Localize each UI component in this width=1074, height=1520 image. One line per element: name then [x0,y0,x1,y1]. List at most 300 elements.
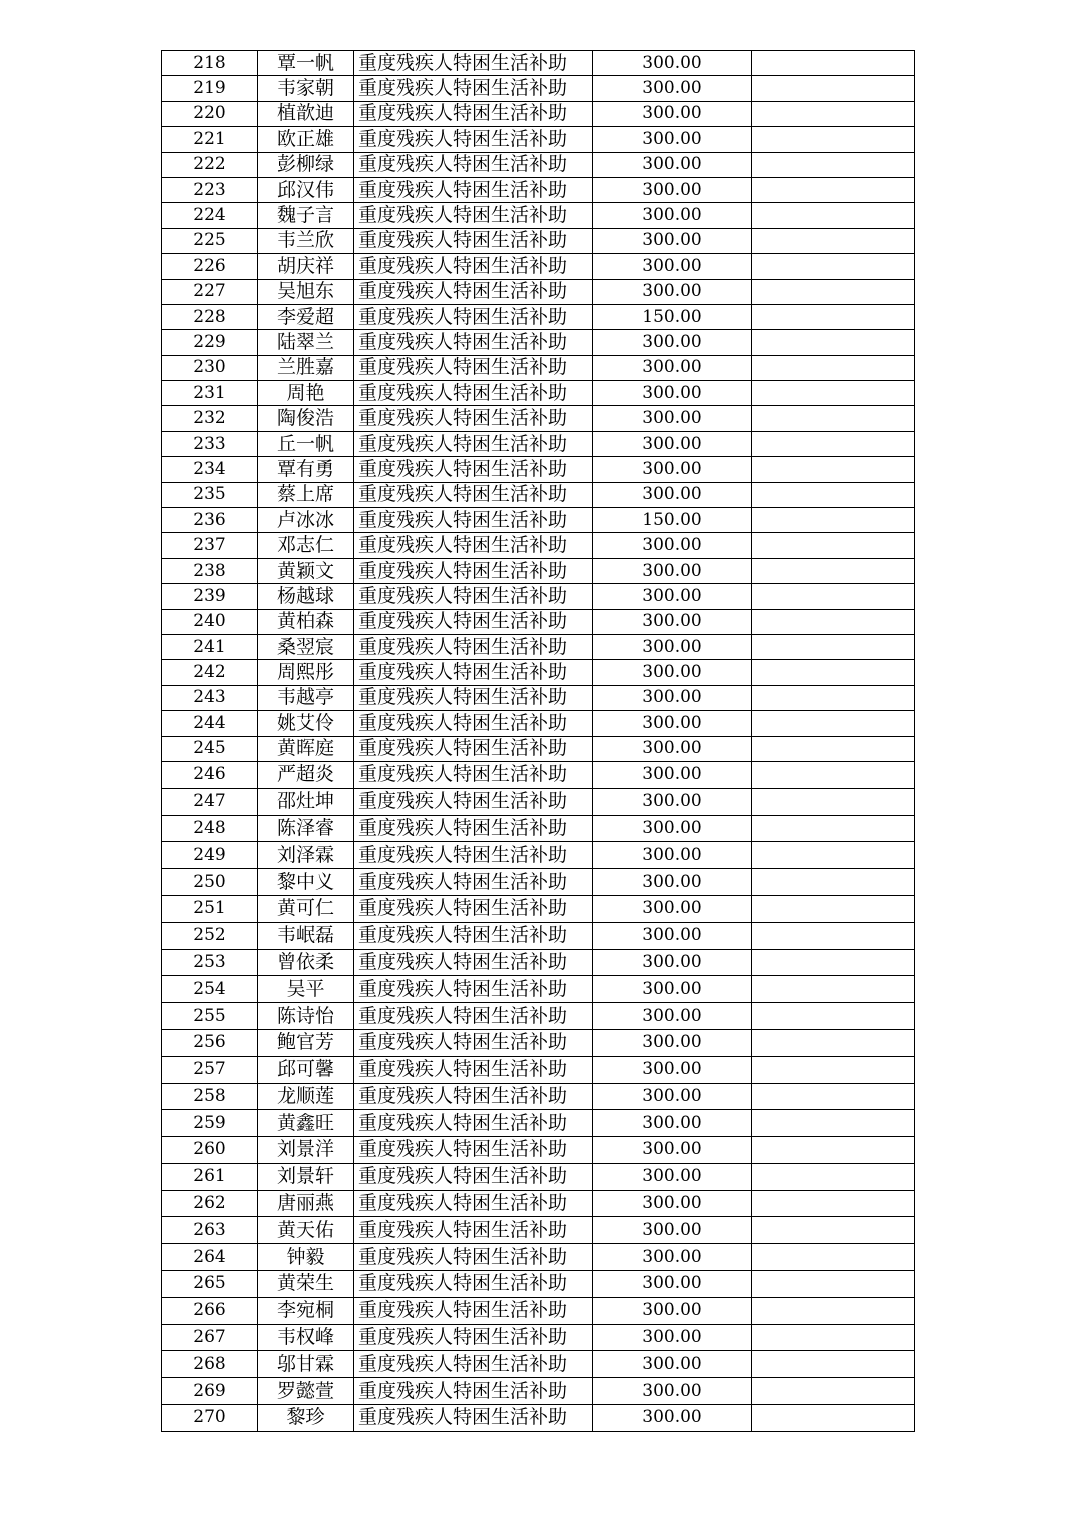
table-row [162,431,915,456]
subsidy-item-cell: 重度残疾人特困生活补助 [354,558,593,583]
table-row [162,842,915,869]
remark-cell [752,279,915,304]
subsidy-item-cell: 重度残疾人特困生活补助 [354,203,593,228]
remark-cell [752,1271,915,1298]
recipient-name-cell: 黎中义 [258,869,354,896]
table-row [162,558,915,583]
subsidy-item-cell: 重度残疾人特困生活补助 [354,533,593,558]
recipient-name-cell: 覃有勇 [258,457,354,482]
recipient-name-cell: 刘景轩 [258,1163,354,1190]
amount-cell: 300.00 [593,152,752,177]
recipient-name-cell: 黄鑫旺 [258,1110,354,1137]
table-row [162,127,915,152]
subsidy-item-cell: 重度残疾人特困生活补助 [354,254,593,279]
row-number-cell: 236 [162,508,258,533]
recipient-name-cell: 丘一帆 [258,431,354,456]
recipient-name-cell: 周艳 [258,381,354,406]
remark-cell [752,1137,915,1164]
subsidy-table-body [162,51,915,1432]
table-row [162,634,915,659]
row-number-cell: 235 [162,482,258,507]
recipient-name-cell: 吴旭东 [258,279,354,304]
recipient-name-cell: 鲍官芳 [258,1029,354,1056]
remark-cell [752,869,915,896]
subsidy-item-cell: 重度残疾人特困生活补助 [354,101,593,126]
remark-cell [752,685,915,710]
table-row [162,1110,915,1137]
table-row [162,1163,915,1190]
subsidy-item-cell: 重度残疾人特困生活补助 [354,922,593,949]
subsidy-item-cell: 重度残疾人特困生活补助 [354,76,593,101]
subsidy-item-cell: 重度残疾人特困生活补助 [354,788,593,815]
subsidy-item-cell: 重度残疾人特困生活补助 [354,508,593,533]
recipient-name-cell: 刘泽霖 [258,842,354,869]
subsidy-item-cell: 重度残疾人特困生活补助 [354,482,593,507]
table-row [162,922,915,949]
subsidy-item-cell: 重度残疾人特困生活补助 [354,1137,593,1164]
table-row [162,1405,915,1432]
recipient-name-cell: 陆翠兰 [258,330,354,355]
amount-cell: 300.00 [593,711,752,736]
subsidy-item-cell: 重度残疾人特困生活补助 [354,1003,593,1030]
recipient-name-cell: 韦权峰 [258,1324,354,1351]
remark-cell [752,127,915,152]
row-number-cell: 269 [162,1378,258,1405]
amount-cell: 300.00 [593,127,752,152]
recipient-name-cell: 黄晖庭 [258,736,354,761]
amount-cell: 300.00 [593,355,752,380]
recipient-name-cell: 邱汉伟 [258,177,354,202]
recipient-name-cell: 邵灶坤 [258,788,354,815]
subsidy-item-cell: 重度残疾人特困生活补助 [354,406,593,431]
amount-cell: 300.00 [593,1324,752,1351]
table-row [162,228,915,253]
remark-cell [752,711,915,736]
table-row [162,976,915,1003]
table-row [162,895,915,922]
row-number-cell: 224 [162,203,258,228]
row-number-cell: 260 [162,1137,258,1164]
row-number-cell: 263 [162,1217,258,1244]
recipient-name-cell: 黄荣生 [258,1271,354,1298]
table-row [162,177,915,202]
remark-cell [752,1003,915,1030]
table-row [162,76,915,101]
row-number-cell: 228 [162,304,258,329]
table-row [162,1351,915,1378]
row-number-cell: 231 [162,381,258,406]
recipient-name-cell: 彭柳绿 [258,152,354,177]
recipient-name-cell: 魏子言 [258,203,354,228]
row-number-cell: 237 [162,533,258,558]
row-number-cell: 265 [162,1271,258,1298]
remark-cell [752,1190,915,1217]
subsidy-item-cell: 重度残疾人特困生活补助 [354,152,593,177]
row-number-cell: 243 [162,685,258,710]
recipient-name-cell: 吴平 [258,976,354,1003]
row-number-cell: 233 [162,431,258,456]
amount-cell: 300.00 [593,949,752,976]
table-row [162,949,915,976]
subsidy-item-cell: 重度残疾人特困生活补助 [354,736,593,761]
remark-cell [752,842,915,869]
row-number-cell: 230 [162,355,258,380]
amount-cell: 300.00 [593,1217,752,1244]
row-number-cell: 255 [162,1003,258,1030]
table-row [162,1137,915,1164]
table-row [162,51,915,76]
table-row [162,1378,915,1405]
remark-cell [752,1110,915,1137]
remark-cell [752,1351,915,1378]
remark-cell [752,1029,915,1056]
table-row [162,1324,915,1351]
row-number-cell: 244 [162,711,258,736]
recipient-name-cell: 罗懿萱 [258,1378,354,1405]
subsidy-item-cell: 重度残疾人特困生活补助 [354,127,593,152]
amount-cell: 300.00 [593,895,752,922]
amount-cell: 300.00 [593,1137,752,1164]
amount-cell: 300.00 [593,660,752,685]
subsidy-item-cell: 重度残疾人特困生活补助 [354,431,593,456]
amount-cell: 300.00 [593,609,752,634]
amount-cell: 300.00 [593,228,752,253]
remark-cell [752,1297,915,1324]
table-row [162,869,915,896]
remark-cell [752,1378,915,1405]
subsidy-item-cell: 重度残疾人特困生活补助 [354,976,593,1003]
table-row [162,685,915,710]
subsidy-item-cell: 重度残疾人特困生活补助 [354,634,593,659]
remark-cell [752,1056,915,1083]
amount-cell: 300.00 [593,558,752,583]
amount-cell: 300.00 [593,1056,752,1083]
row-number-cell: 257 [162,1056,258,1083]
recipient-name-cell: 邬甘霖 [258,1351,354,1378]
row-number-cell: 251 [162,895,258,922]
amount-cell: 300.00 [593,431,752,456]
recipient-name-cell: 黄天佑 [258,1217,354,1244]
remark-cell [752,1244,915,1271]
amount-cell: 300.00 [593,76,752,101]
row-number-cell: 234 [162,457,258,482]
recipient-name-cell: 陈诗怡 [258,1003,354,1030]
row-number-cell: 221 [162,127,258,152]
remark-cell [752,51,915,76]
subsidy-item-cell: 重度残疾人特困生活补助 [354,949,593,976]
row-number-cell: 258 [162,1083,258,1110]
row-number-cell: 247 [162,788,258,815]
remark-cell [752,457,915,482]
remark-cell [752,533,915,558]
amount-cell: 300.00 [593,330,752,355]
amount-cell: 300.00 [593,1297,752,1324]
amount-cell: 300.00 [593,381,752,406]
subsidy-item-cell: 重度残疾人特困生活补助 [354,1405,593,1432]
amount-cell: 300.00 [593,1405,752,1432]
amount-cell: 300.00 [593,406,752,431]
subsidy-item-cell: 重度残疾人特困生活补助 [354,1056,593,1083]
table-row [162,1271,915,1298]
row-number-cell: 241 [162,634,258,659]
table-row [162,457,915,482]
recipient-name-cell: 李爱超 [258,304,354,329]
amount-cell: 300.00 [593,533,752,558]
recipient-name-cell: 曾依柔 [258,949,354,976]
row-number-cell: 219 [162,76,258,101]
table-row [162,584,915,609]
remark-cell [752,406,915,431]
recipient-name-cell: 韦兰欣 [258,228,354,253]
table-row [162,1083,915,1110]
subsidy-item-cell: 重度残疾人特困生活补助 [354,895,593,922]
table-row [162,381,915,406]
recipient-name-cell: 黎珍 [258,1405,354,1432]
subsidy-item-cell: 重度残疾人特困生活补助 [354,177,593,202]
amount-cell: 300.00 [593,922,752,949]
remark-cell [752,1217,915,1244]
remark-cell [752,1405,915,1432]
table-row [162,1056,915,1083]
table-row [162,482,915,507]
amount-cell: 300.00 [593,869,752,896]
remark-cell [752,609,915,634]
amount-cell: 300.00 [593,1190,752,1217]
recipient-name-cell: 黄可仁 [258,895,354,922]
recipient-name-cell: 钟毅 [258,1244,354,1271]
table-row [162,660,915,685]
subsidy-item-cell: 重度残疾人特困生活补助 [354,279,593,304]
row-number-cell: 223 [162,177,258,202]
recipient-name-cell: 韦越亭 [258,685,354,710]
subsidy-item-cell: 重度残疾人特困生活补助 [354,355,593,380]
remark-cell [752,101,915,126]
table-row [162,736,915,761]
subsidy-item-cell: 重度残疾人特困生活补助 [354,51,593,76]
subsidy-item-cell: 重度残疾人特困生活补助 [354,761,593,788]
subsidy-item-cell: 重度残疾人特困生活补助 [354,711,593,736]
recipient-name-cell: 覃一帆 [258,51,354,76]
recipient-name-cell: 桑翌宸 [258,634,354,659]
amount-cell: 150.00 [593,304,752,329]
table-row [162,101,915,126]
subsidy-item-cell: 重度残疾人特困生活补助 [354,1190,593,1217]
remark-cell [752,1083,915,1110]
subsidy-item-cell: 重度残疾人特困生活补助 [354,1297,593,1324]
table-row [162,406,915,431]
row-number-cell: 232 [162,406,258,431]
recipient-name-cell: 兰胜嘉 [258,355,354,380]
subsidy-item-cell: 重度残疾人特困生活补助 [354,685,593,710]
remark-cell [752,228,915,253]
row-number-cell: 268 [162,1351,258,1378]
table-row [162,279,915,304]
recipient-name-cell: 姚艾伶 [258,711,354,736]
remark-cell [752,922,915,949]
amount-cell: 300.00 [593,203,752,228]
row-number-cell: 239 [162,584,258,609]
row-number-cell: 267 [162,1324,258,1351]
remark-cell [752,949,915,976]
table-row [162,508,915,533]
subsidy-item-cell: 重度残疾人特困生活补助 [354,584,593,609]
table-row [162,761,915,788]
remark-cell [752,558,915,583]
recipient-name-cell: 韦岷磊 [258,922,354,949]
table-row [162,1217,915,1244]
subsidy-item-cell: 重度残疾人特困生活补助 [354,304,593,329]
subsidy-item-cell: 重度残疾人特困生活补助 [354,1083,593,1110]
table-row [162,609,915,634]
subsidy-item-cell: 重度残疾人特困生活补助 [354,815,593,842]
amount-cell: 300.00 [593,482,752,507]
recipient-name-cell: 韦家朝 [258,76,354,101]
recipient-name-cell: 黄颖文 [258,558,354,583]
subsidy-item-cell: 重度残疾人特困生活补助 [354,842,593,869]
amount-cell: 300.00 [593,1083,752,1110]
row-number-cell: 227 [162,279,258,304]
remark-cell [752,815,915,842]
subsidy-item-cell: 重度残疾人特困生活补助 [354,1163,593,1190]
subsidy-item-cell: 重度残疾人特困生活补助 [354,330,593,355]
amount-cell: 300.00 [593,1351,752,1378]
subsidy-item-cell: 重度残疾人特困生活补助 [354,228,593,253]
amount-cell: 300.00 [593,976,752,1003]
row-number-cell: 225 [162,228,258,253]
remark-cell [752,381,915,406]
amount-cell: 300.00 [593,1029,752,1056]
table-row [162,203,915,228]
amount-cell: 300.00 [593,685,752,710]
amount-cell: 300.00 [593,279,752,304]
recipient-name-cell: 陶俊浩 [258,406,354,431]
table-row [162,788,915,815]
recipient-name-cell: 植歆迪 [258,101,354,126]
amount-cell: 300.00 [593,842,752,869]
subsidy-item-cell: 重度残疾人特困生活补助 [354,869,593,896]
subsidy-item-cell: 重度残疾人特困生活补助 [354,1271,593,1298]
recipient-name-cell: 周熙彤 [258,660,354,685]
amount-cell: 300.00 [593,1163,752,1190]
row-number-cell: 220 [162,101,258,126]
row-number-cell: 229 [162,330,258,355]
subsidy-item-cell: 重度残疾人特困生活补助 [354,660,593,685]
remark-cell [752,761,915,788]
remark-cell [752,976,915,1003]
subsidy-table [161,50,915,1432]
table-row [162,1003,915,1030]
amount-cell: 150.00 [593,508,752,533]
row-number-cell: 259 [162,1110,258,1137]
table-row [162,533,915,558]
table-row [162,330,915,355]
amount-cell: 300.00 [593,457,752,482]
subsidy-item-cell: 重度残疾人特困生活补助 [354,1378,593,1405]
row-number-cell: 266 [162,1297,258,1324]
recipient-name-cell: 陈泽睿 [258,815,354,842]
row-number-cell: 262 [162,1190,258,1217]
subsidy-item-cell: 重度残疾人特困生活补助 [354,457,593,482]
amount-cell: 300.00 [593,1271,752,1298]
recipient-name-cell: 胡庆祥 [258,254,354,279]
remark-cell [752,1163,915,1190]
remark-cell [752,355,915,380]
table-row [162,815,915,842]
remark-cell [752,1324,915,1351]
amount-cell: 300.00 [593,1110,752,1137]
recipient-name-cell: 黄柏森 [258,609,354,634]
remark-cell [752,304,915,329]
row-number-cell: 240 [162,609,258,634]
table-row [162,1244,915,1271]
remark-cell [752,203,915,228]
row-number-cell: 245 [162,736,258,761]
table-row [162,304,915,329]
remark-cell [752,177,915,202]
amount-cell: 300.00 [593,1378,752,1405]
amount-cell: 300.00 [593,761,752,788]
remark-cell [752,736,915,761]
table-row [162,1190,915,1217]
recipient-name-cell: 邱可馨 [258,1056,354,1083]
recipient-name-cell: 李宛桐 [258,1297,354,1324]
recipient-name-cell: 唐丽燕 [258,1190,354,1217]
remark-cell [752,330,915,355]
table-row [162,355,915,380]
recipient-name-cell: 龙顺莲 [258,1083,354,1110]
subsidy-item-cell: 重度残疾人特困生活补助 [354,1110,593,1137]
subsidy-item-cell: 重度残疾人特困生活补助 [354,381,593,406]
amount-cell: 300.00 [593,815,752,842]
table-row [162,1297,915,1324]
remark-cell [752,482,915,507]
row-number-cell: 238 [162,558,258,583]
row-number-cell: 261 [162,1163,258,1190]
subsidy-item-cell: 重度残疾人特困生活补助 [354,1244,593,1271]
table-row [162,254,915,279]
remark-cell [752,508,915,533]
remark-cell [752,76,915,101]
amount-cell: 300.00 [593,177,752,202]
remark-cell [752,254,915,279]
subsidy-item-cell: 重度残疾人特困生活补助 [354,609,593,634]
row-number-cell: 226 [162,254,258,279]
remark-cell [752,895,915,922]
row-number-cell: 222 [162,152,258,177]
amount-cell: 300.00 [593,101,752,126]
recipient-name-cell: 严超炎 [258,761,354,788]
amount-cell: 300.00 [593,634,752,659]
row-number-cell: 264 [162,1244,258,1271]
recipient-name-cell: 蔡上席 [258,482,354,507]
amount-cell: 300.00 [593,584,752,609]
row-number-cell: 249 [162,842,258,869]
subsidy-item-cell: 重度残疾人特困生活补助 [354,1217,593,1244]
table-row [162,152,915,177]
subsidy-item-cell: 重度残疾人特困生活补助 [354,1029,593,1056]
recipient-name-cell: 杨越球 [258,584,354,609]
recipient-name-cell: 卢冰冰 [258,508,354,533]
row-number-cell: 250 [162,869,258,896]
remark-cell [752,152,915,177]
recipient-name-cell: 刘景洋 [258,1137,354,1164]
row-number-cell: 218 [162,51,258,76]
amount-cell: 300.00 [593,788,752,815]
table-row [162,1029,915,1056]
remark-cell [752,634,915,659]
remark-cell [752,660,915,685]
amount-cell: 300.00 [593,254,752,279]
